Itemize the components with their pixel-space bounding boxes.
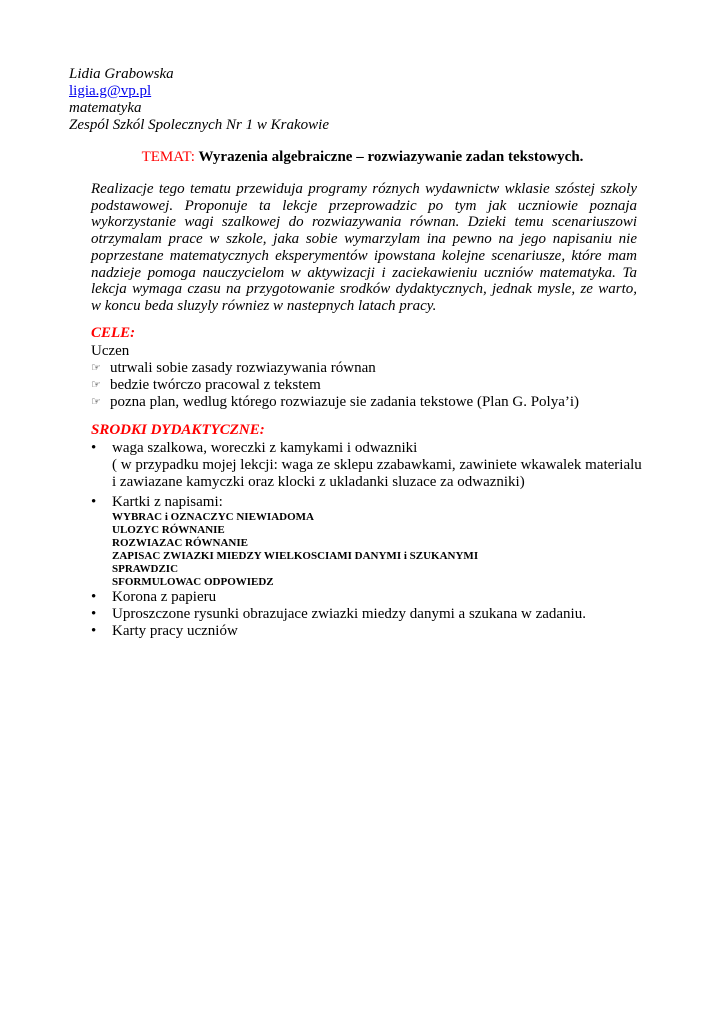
author-block: [69, 66, 329, 134]
bullet-icon: •: [91, 623, 97, 639]
card-label: ROZWIAZAC RÓWNANIE: [112, 537, 248, 549]
intro-line: lekcja wymaga czasu na przygotowanie srodków dydaktycznych, jednak mysle, ze warto,: [91, 281, 637, 298]
list-item: [91, 377, 579, 394]
intro-line: poprzestane matematycznych eksperymentów ipowstana kolejne scenariusze, które mam: [91, 247, 637, 264]
intro-line: w koncu beda sluzyly równiez w nastepnych latach pracy.: [91, 297, 437, 314]
card-label: ULOZYC RÓWNANIE: [112, 524, 225, 536]
topic-heading: [0, 149, 725, 166]
intro-line: wykorzystanie wagi szalkowej do rozwiazywania równan. Dzieki temu scenariuszowi: [91, 214, 637, 231]
author-email-link[interactable]: ligia.g@vp.pl: [69, 83, 152, 99]
intro-line: Realizacje tego tematu przewiduja programy róznych wydawnictw wklasie szóstej szkoly: [91, 181, 637, 197]
list-item: [91, 360, 579, 377]
list-item: [91, 440, 661, 491]
card-label: SPRAWDZIC: [112, 563, 179, 575]
bullet-icon: •: [91, 589, 97, 605]
topic-title: Wyrazenia algebraiczne – rozwiazywanie zadan tekstowych.: [198, 149, 584, 165]
srodki-item-note: i zawiazane kamyczki oraz klocki z ukladanki sluzace za odwazniki): [112, 474, 525, 490]
cele-subject: Uczen: [91, 343, 130, 359]
srodki-item-note: ( w przypadku mojej lekcji: waga ze sklepu zzabawkami, zawiniete wkawalek materialu: [112, 457, 642, 473]
author-school: Zespól Szkól Spolecznych Nr 1 w Krakowie: [69, 117, 329, 133]
srodki-item-text: Kartki z napisami:: [112, 494, 223, 510]
intro-line: podstawowej. Proponuje ta lekcje przeprowadzic po tym jak uczniowie poznaja: [91, 197, 637, 214]
pointing-hand-icon: ☞: [91, 362, 101, 374]
pointing-hand-icon: ☞: [91, 396, 101, 408]
card-label: ZAPISAC ZWIAZKI MIEDZY WIELKOSCIAMI DANYMI i SZUKANYMI: [112, 550, 479, 562]
pointing-hand-icon: ☞: [91, 379, 101, 391]
bullet-icon: •: [91, 494, 97, 510]
srodki-list: [91, 440, 661, 640]
srodki-heading: SRODKI DYDAKTYCZNE:: [91, 422, 265, 438]
list-item: [91, 589, 661, 606]
list-item: [91, 394, 579, 411]
srodki-item-text: Korona z papieru: [112, 589, 217, 605]
topic-label: TEMAT:: [141, 149, 195, 165]
intro-line: otrzymalam prace w szkole, jaka sobie wymarzylam ina pewno na jego napisaniu nie: [91, 231, 637, 248]
srodki-item-text: Karty pracy uczniów: [112, 623, 238, 639]
bullet-icon: •: [91, 606, 97, 622]
cele-item-text: bedzie twórczo pracowal z tekstem: [110, 377, 321, 393]
cele-heading: CELE:: [91, 325, 136, 341]
srodki-item-text: Uproszczone rysunki obrazujace zwiazki miedzy danymi a szukana w zadaniu.: [112, 606, 586, 622]
cele-list: [91, 343, 579, 411]
card-label: SFORMULOWAC ODPOWIEDZ: [112, 576, 274, 588]
cele-item-text: pozna plan, wedlug którego rozwiazuje sie zadania tekstowe (Plan G. Polya’i): [110, 394, 580, 410]
intro-line: nadzieje pomoga nauczycielom w aktywizacji i zaciekawieniu uczniów matematyka. Ta: [91, 264, 637, 281]
cele-item-text: utrwali sobie zasady rozwiazywania równan: [110, 360, 376, 376]
author-name: Lidia Grabowska: [69, 66, 174, 82]
list-item: [91, 606, 661, 623]
author-subject: matematyka: [69, 100, 142, 116]
list-item: [91, 623, 661, 640]
bullet-icon: •: [91, 440, 97, 456]
intro-paragraph: [91, 181, 637, 315]
srodki-item-text: waga szalkowa, woreczki z kamykami i odwazniki: [112, 440, 418, 456]
list-item: [91, 494, 661, 589]
card-label: WYBRAC i OZNACZYC NIEWIADOMA: [112, 511, 314, 523]
